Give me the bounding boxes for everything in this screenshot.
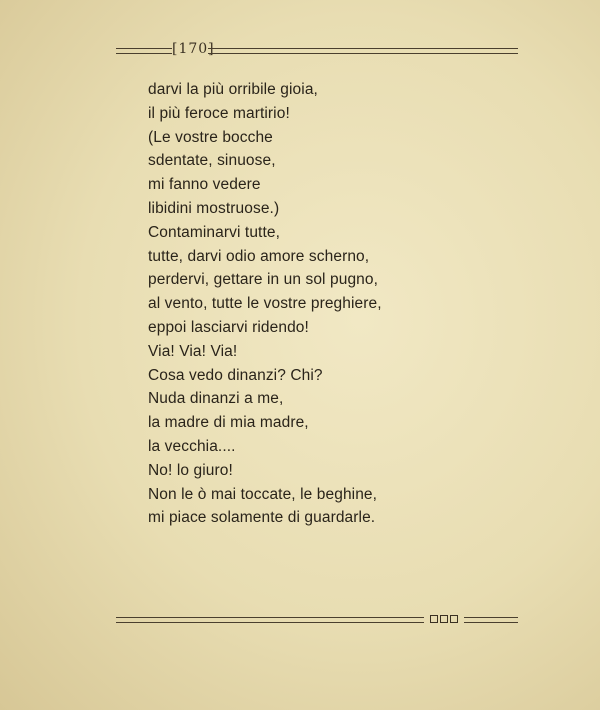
- header-rule-right: [208, 48, 518, 54]
- poem-line: mi piace solamente di guardarle.: [148, 509, 376, 527]
- poem-line: la vecchia....: [148, 437, 236, 455]
- poem-line: perdervi, gettare in un sol pugno,: [148, 271, 379, 289]
- poem-line: tutte, darvi odio amore scherno,: [148, 247, 370, 265]
- poem-line: darvi la più orribile gioia,: [148, 81, 318, 98]
- square-boxes-ornament: [430, 615, 458, 623]
- poem-line: Cosa vedo dinanzi? Chi?: [148, 366, 323, 384]
- poem-line: Contaminarvi tutte,: [148, 223, 280, 241]
- poem-line: libidini mostruose.): [148, 199, 280, 217]
- poem-line: No! lo giuro!: [148, 461, 233, 479]
- poem-line: eppoi lasciarvi ridendo!: [148, 318, 309, 336]
- poem-line: (Le vostre bocche: [148, 128, 273, 146]
- header-rule-left: [116, 48, 172, 54]
- page-header: [116, 40, 518, 60]
- page-number: [170]: [172, 41, 215, 57]
- poem-text: [148, 78, 448, 530]
- poem-line: sdentate, sinuose,: [148, 152, 276, 170]
- poem-line: la madre di mia madre,: [148, 414, 309, 432]
- poem-line: al vento, tutte le vostre preghiere,: [148, 295, 382, 313]
- poem-line: Non le ò mai toccate, le beghine,: [148, 485, 378, 503]
- footer-rule-left: [116, 617, 424, 623]
- square-icon: [440, 615, 448, 623]
- square-icon: [450, 615, 458, 623]
- poem-line: Nuda dinanzi a me,: [148, 390, 284, 408]
- square-icon: [430, 615, 438, 623]
- poem-line: il più feroce martirio!: [148, 104, 290, 122]
- poem-line: mi fanno vedere: [148, 176, 261, 194]
- footer-rule-right: [464, 617, 518, 623]
- page-footer: [116, 614, 518, 628]
- poem-line: Via! Via! Via!: [148, 342, 238, 360]
